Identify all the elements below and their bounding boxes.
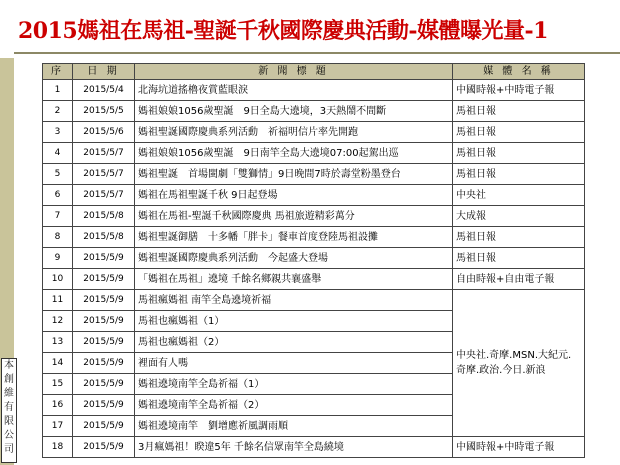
table-row xyxy=(43,206,585,227)
row-date: 2015/5/4 xyxy=(73,80,135,101)
table-row xyxy=(43,290,585,311)
row-media: 大成報 xyxy=(453,206,585,227)
row-media: 自由時報+自由電子報 xyxy=(453,269,585,290)
company-char: 限 xyxy=(4,416,14,427)
row-number: 5 xyxy=(43,164,73,185)
row-date: 2015/5/9 xyxy=(73,311,135,332)
row-number: 3 xyxy=(43,122,73,143)
row-media: 馬祖日報 xyxy=(453,143,585,164)
row-news-title: 馬祖也瘋媽祖（2） xyxy=(135,332,453,353)
row-media: 馬祖日報 xyxy=(453,164,585,185)
company-label xyxy=(1,358,17,463)
row-news-title: 媽祖聖誕國際慶典系列活動 祈福明信片率先開跑 xyxy=(135,122,453,143)
row-date: 2015/5/9 xyxy=(73,395,135,416)
row-news-title: 媽祖聖誕御膳 十多幡「胖卡」餐車首度登陸馬祖設攤 xyxy=(135,227,453,248)
row-date: 2015/5/5 xyxy=(73,101,135,122)
media-exposure-table xyxy=(42,63,585,458)
row-number: 16 xyxy=(43,395,73,416)
row-media: 馬祖日報 xyxy=(453,248,585,269)
row-news-title: 北海坑道搖櫓夜賞藍眼淚 xyxy=(135,80,453,101)
header-title: 新 聞 標 題 xyxy=(135,64,453,80)
row-number: 8 xyxy=(43,227,73,248)
row-media: 馬祖日報 xyxy=(453,122,585,143)
row-news-title: 媽祖遶境南竿全島祈福（2） xyxy=(135,395,453,416)
row-media: 中國時報+中時電子報 xyxy=(453,80,585,101)
row-news-title: 媽祖聖誕國際慶典系列活動 今起盛大登場 xyxy=(135,248,453,269)
table-row xyxy=(43,122,585,143)
table-row xyxy=(43,185,585,206)
row-number: 7 xyxy=(43,206,73,227)
row-news-title: 媽祖遶境南竿 劉增應祈風調雨順 xyxy=(135,416,453,437)
header-media: 媒 體 名 稱 xyxy=(453,64,585,80)
company-char: 有 xyxy=(4,402,14,413)
row-date: 2015/5/9 xyxy=(73,269,135,290)
row-media: 馬祖日報 xyxy=(453,227,585,248)
table-row xyxy=(43,101,585,122)
row-date: 2015/5/7 xyxy=(73,185,135,206)
row-date: 2015/5/9 xyxy=(73,332,135,353)
row-news-title: 裡面有人嗎 xyxy=(135,353,453,374)
row-number: 17 xyxy=(43,416,73,437)
table-header-row xyxy=(43,64,585,80)
row-number: 12 xyxy=(43,311,73,332)
table-row xyxy=(43,248,585,269)
row-news-title: 3月瘋媽祖！睽違5年 千餘名信眾南竿全島繞境 xyxy=(135,437,453,458)
row-number: 18 xyxy=(43,437,73,458)
row-news-title: 媽祖在馬祖聖誕千秋 9日起登場 xyxy=(135,185,453,206)
row-number: 9 xyxy=(43,248,73,269)
table-row xyxy=(43,164,585,185)
row-date: 2015/5/8 xyxy=(73,206,135,227)
row-media: 中央社 xyxy=(453,185,585,206)
row-number: 4 xyxy=(43,143,73,164)
row-news-title: 媽祖娘娘1056歲聖誕 9日全島大遶境，3天熱鬧不間斷 xyxy=(135,101,453,122)
table-row xyxy=(43,269,585,290)
row-date: 2015/5/9 xyxy=(73,248,135,269)
row-media: 馬祖日報 xyxy=(453,101,585,122)
row-date: 2015/5/7 xyxy=(73,164,135,185)
row-date: 2015/5/9 xyxy=(73,353,135,374)
row-date: 2015/5/9 xyxy=(73,374,135,395)
row-number: 6 xyxy=(43,185,73,206)
table-row xyxy=(43,80,585,101)
row-number: 15 xyxy=(43,374,73,395)
table-row xyxy=(43,143,585,164)
header-no: 序 xyxy=(43,64,73,80)
row-number: 10 xyxy=(43,269,73,290)
company-char: 司 xyxy=(4,444,14,455)
row-date: 2015/5/8 xyxy=(73,227,135,248)
company-char: 本 xyxy=(4,360,14,371)
row-date: 2015/5/9 xyxy=(73,437,135,458)
row-date: 2015/5/9 xyxy=(73,290,135,311)
row-news-title: 馬祖也瘋媽祖（1） xyxy=(135,311,453,332)
row-number: 1 xyxy=(43,80,73,101)
row-date: 2015/5/7 xyxy=(73,143,135,164)
row-number: 14 xyxy=(43,353,73,374)
title-divider xyxy=(14,52,620,54)
row-number: 2 xyxy=(43,101,73,122)
company-char: 維 xyxy=(4,388,14,399)
row-date: 2015/5/9 xyxy=(73,416,135,437)
row-news-title: 媽祖遶境南竿全島祈福（1） xyxy=(135,374,453,395)
row-news-title: 媽祖聖誕 首場閩劇「雙獅情」9日晚間7時於壽堂粉墨登台 xyxy=(135,164,453,185)
slide-title: 2015媽祖在馬祖-聖誕千秋國際慶典活動-媒體曝光量-1 xyxy=(18,18,548,44)
company-char: 創 xyxy=(4,374,14,385)
row-date: 2015/5/6 xyxy=(73,122,135,143)
table-row xyxy=(43,227,585,248)
company-char: 公 xyxy=(4,430,14,441)
row-number: 13 xyxy=(43,332,73,353)
table-row xyxy=(43,437,585,458)
row-number: 11 xyxy=(43,290,73,311)
row-media: 中國時報+中時電子報 xyxy=(453,437,585,458)
row-news-title: 媽祖娘娘1056歲聖誕 9日南竿全島大遶境07:00起駕出巡 xyxy=(135,143,453,164)
header-date: 日 期 xyxy=(73,64,135,80)
row-news-title: 「媽祖在馬祖」遶境 千餘名鄉親共襄盛舉 xyxy=(135,269,453,290)
row-news-title: 馬祖瘋媽祖 南竿全島遶境祈福 xyxy=(135,290,453,311)
row-media-merged: 中央社.奇摩.MSN.大紀元.奇摩.政治.今日.新浪 xyxy=(453,290,585,437)
row-news-title: 媽祖在馬祖-聖誕千秋國際慶典 馬祖旅遊精彩萬分 xyxy=(135,206,453,227)
